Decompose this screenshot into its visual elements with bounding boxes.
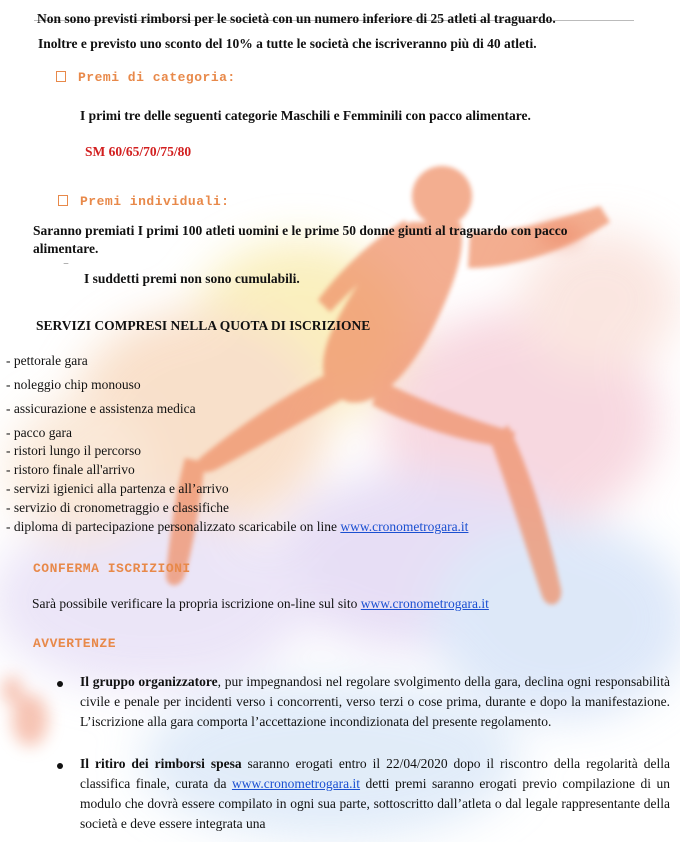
premi-individuali-text-2: alimentare. <box>33 241 99 256</box>
conferma-heading: CONFERMA ISCRIZIONI <box>33 561 191 576</box>
premi-non-cumulabili: I suddetti premi non sono cumulabili. <box>84 271 300 286</box>
servizi-heading: SERVIZI COMPRESI NELLA QUOTA DI ISCRIZIONE <box>36 318 371 333</box>
categorie-list: SM 60/65/70/75/80 <box>85 144 192 159</box>
servizi-item: - servizio di cronometraggio e classifiche <box>6 500 230 515</box>
intro-line-2: Inoltre e previsto uno sconto del 10% a tutte le società che iscriveranno più di 40 atleti. <box>38 36 537 51</box>
dash-marker: ‾ <box>64 262 68 276</box>
checkbox-icon <box>58 195 68 206</box>
premi-categoria-heading: Premi di categoria: <box>56 70 236 85</box>
cronometrogara-link[interactable]: www.cronometrogara.it <box>340 519 469 534</box>
bullet-icon <box>57 763 63 769</box>
servizi-item: - ristoro finale all'arrivo <box>6 462 135 477</box>
servizi-item: - pettorale gara <box>6 353 88 368</box>
servizi-item: - ristori lungo il percorso <box>6 443 141 458</box>
premi-categoria-text: I primi tre delle seguenti categorie Maschili e Femminili con pacco alimentare. <box>80 108 531 123</box>
avvertenze-item-rimborsi: Il ritiro dei rimborsi spesa saranno erogati entro il 22/04/2020 dopo il riscontro della regolarità della classifica finale, curata da www.cronometrogara.it detti premi saranno erogati previo compilazione di un modulo che dovrà essere compilato in ogni sua parte, sottoscritto dall’atleta o dal legale rappresentante della società e deve essere integrata una <box>80 756 670 831</box>
conferma-text: Sarà possibile verificare la propria iscrizione on-line sul sito www.cronometrogara.it <box>32 596 489 611</box>
premi-individuali-text-1: Saranno premiati I primi 100 atleti uomini e le prime 50 donne giunti al traguardo con pacco <box>33 223 568 238</box>
avvertenze-item-organizzatore: Il gruppo organizzatore, pur impegnandosi nel regolare svolgimento della gara, declina ogni responsabilità civile e penale per incidenti verso i concorrenti, verso terzi o cose prima, durante e dopo la manifestazione. L’iscrizione alla gara comporta l’accettazione incondizionata del presente regolamento. <box>80 674 670 729</box>
intro-line-1: Non sono previsti rimborsi per le società con un numero inferiore di 25 atleti al traguardo. <box>37 11 556 26</box>
servizi-item: - servizi igienici alla partenza e all’arrivo <box>6 481 229 496</box>
servizi-item: - noleggio chip monouso <box>6 377 141 392</box>
premi-individuali-heading: Premi individuali: <box>58 194 229 209</box>
servizi-item: - pacco gara <box>6 425 72 440</box>
avvertenze-heading: AVVERTENZE <box>33 636 117 651</box>
cronometrogara-link[interactable]: www.cronometrogara.it <box>231 776 361 791</box>
servizi-item: - assicurazione e assistenza medica <box>6 401 196 416</box>
servizi-item-diploma: - diploma di partecipazione personalizzato scaricabile on line www.cronometrogara.it <box>6 519 469 534</box>
cronometrogara-link[interactable]: www.cronometrogara.it <box>360 596 489 611</box>
checkbox-icon <box>56 71 66 82</box>
bullet-icon <box>57 681 63 687</box>
